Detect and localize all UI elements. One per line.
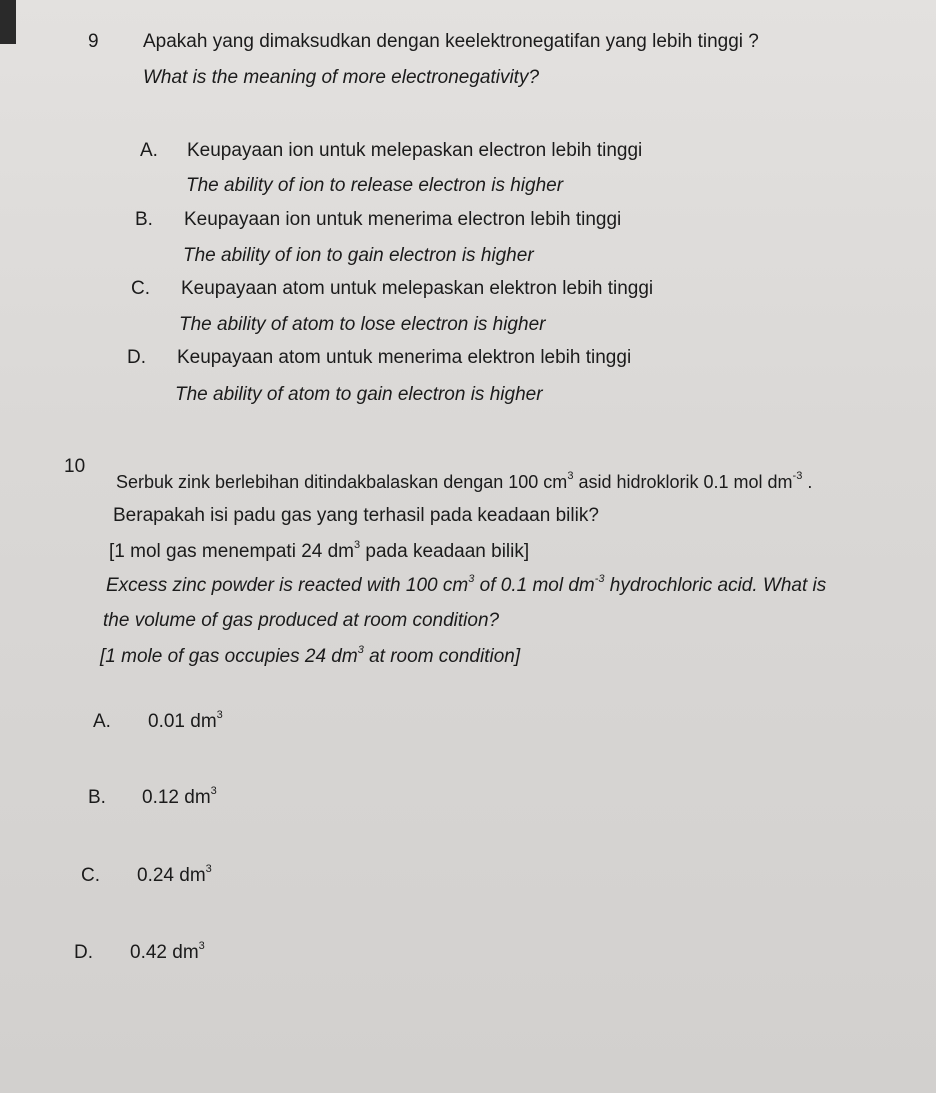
q10-line-4: Excess zinc powder is reacted with 100 $cm^3$ of 0.1 mol $dm^{-3}$ hydrochloric acid. What is: [106, 572, 827, 596]
q10-option-a-value: 0.01 $dm^3$: [148, 708, 223, 732]
q9-option-d-malay: Keupayaan atom untuk menerima elektron lebih tinggi: [177, 347, 632, 368]
q9-option-c-letter: C.: [131, 278, 150, 299]
q10-line-2: Berapakah isi padu gas yang terhasil pada keadaan bilik?: [113, 505, 599, 526]
q9-option-c-english: The ability of atom to lose electron is higher: [179, 314, 546, 335]
q10-option-c-value: 0.24 $dm^3$: [137, 862, 212, 886]
q9-question-english: What is the meaning of more electronegativity?: [143, 67, 540, 88]
q9-option-b-malay: Keupayaan ion untuk menerima electron lebih tinggi: [184, 209, 622, 230]
q10-option-b-value: 0.12 $dm^3$: [142, 784, 217, 808]
q10-option-d-value: 0.42 $dm^3$: [130, 939, 205, 963]
q9-option-c-malay: Keupayaan atom untuk melepaskan elektron lebih tinggi: [181, 278, 654, 299]
q9-option-d-letter: D.: [127, 347, 146, 368]
q10-line-3: [1 mol gas menempati 24 $dm^3$ pada keadaan bilik]: [109, 538, 530, 562]
q9-option-a-letter: A.: [140, 140, 158, 161]
q9-number: 9: [88, 31, 99, 52]
q10-line-6: [1 mole of gas occupies 24 $dm^3$ at room condition]: [100, 643, 521, 667]
q9-option-a-malay: Keupayaan ion untuk melepaskan electron lebih tinggi: [187, 140, 643, 161]
q9-option-d-english: The ability of atom to gain electron is higher: [175, 384, 543, 405]
q9-option-a-english: The ability of ion to release electron is higher: [186, 175, 564, 196]
q10-line-1: Serbuk zink berlebihan ditindakbalaskan dengan 100 $cm^3$ asid hidroklorik 0.1 mol $dm^{-3}$ .: [116, 470, 813, 492]
q10-number: 10: [64, 456, 86, 477]
page-edge-shadow: [0, 0, 16, 44]
q9-question-malay: Apakah yang dimaksudkan dengan keelektronegatifan yang lebih tinggi ?: [143, 31, 759, 52]
q10-line-5: the volume of gas produced at room condition?: [103, 610, 500, 631]
q10-option-c-letter: C.: [81, 865, 100, 886]
q10-option-b-letter: B.: [88, 787, 106, 808]
q9-option-b-letter: B.: [135, 209, 153, 230]
q10-option-a-letter: A.: [93, 711, 111, 732]
q10-option-d-letter: D.: [74, 942, 93, 963]
q9-option-b-english: The ability of ion to gain electron is higher: [183, 245, 534, 266]
